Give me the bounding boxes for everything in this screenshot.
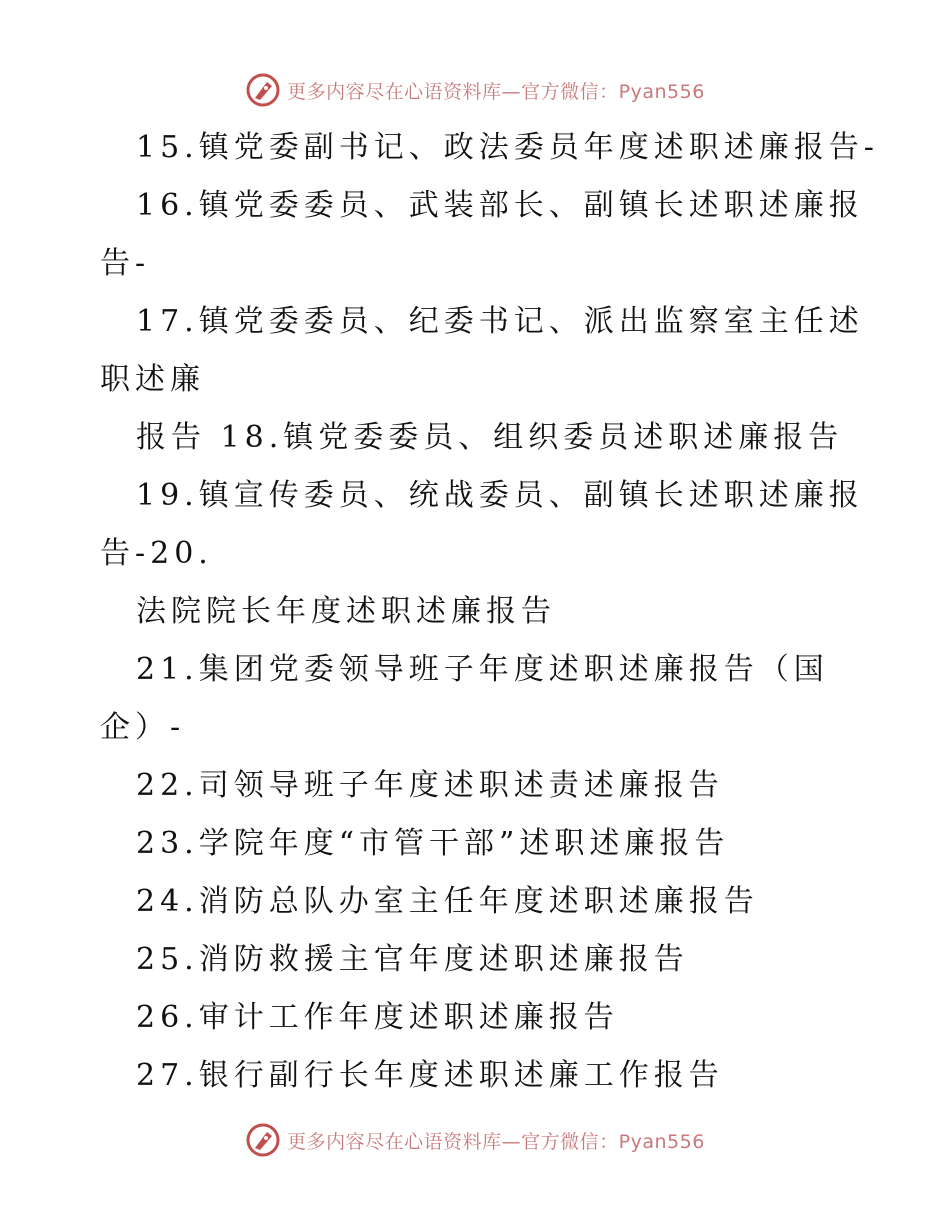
- watermark-text: 更多内容尽在心语资料库—官方微信：Pyan556: [287, 80, 705, 103]
- watermark-footer: [0, 1120, 950, 1160]
- watermark-text: 更多内容尽在心语资料库—官方微信：Pyan556: [287, 1130, 705, 1153]
- list-item-continuation: 告-20.: [100, 536, 213, 571]
- list-item: 19.镇宣传委员、统战委员、副镇长述职述廉报: [136, 478, 864, 513]
- list-item: 17.镇党委委员、纪委书记、派出监察室主任述: [136, 304, 864, 339]
- list-item-continuation: 企）-: [100, 710, 186, 745]
- list-item: 24.消防总队办室主任年度述职述廉报告: [136, 884, 759, 919]
- pen-nib-logo-icon: [245, 1122, 281, 1158]
- list-item: 15.镇党委副书记、政法委员年度述职述廉报告-: [136, 130, 879, 165]
- list-item: 报告 18.镇党委委员、组织委员述职述廉报告: [136, 420, 844, 455]
- list-item: 26.审计工作年度述职述廉报告: [136, 1000, 619, 1035]
- list-item: 16.镇党委委员、武装部长、副镇长述职述廉报: [136, 188, 864, 223]
- list-item: 27.银行副行长年度述职述廉工作报告: [136, 1058, 724, 1093]
- list-item: 法院院长年度述职述廉报告: [136, 594, 556, 629]
- list-item: 22.司领导班子年度述职述责述廉报告: [136, 768, 724, 803]
- list-item: 25.消防救援主官年度述职述廉报告: [136, 942, 689, 977]
- list-item: 21.集团党委领导班子年度述职述廉报告（国: [136, 652, 829, 687]
- list-item-continuation: 职述廉: [100, 362, 205, 397]
- list-item-continuation: 告-: [100, 246, 151, 281]
- list-item: 23.学院年度“市管干部”述职述廉报告: [136, 826, 730, 861]
